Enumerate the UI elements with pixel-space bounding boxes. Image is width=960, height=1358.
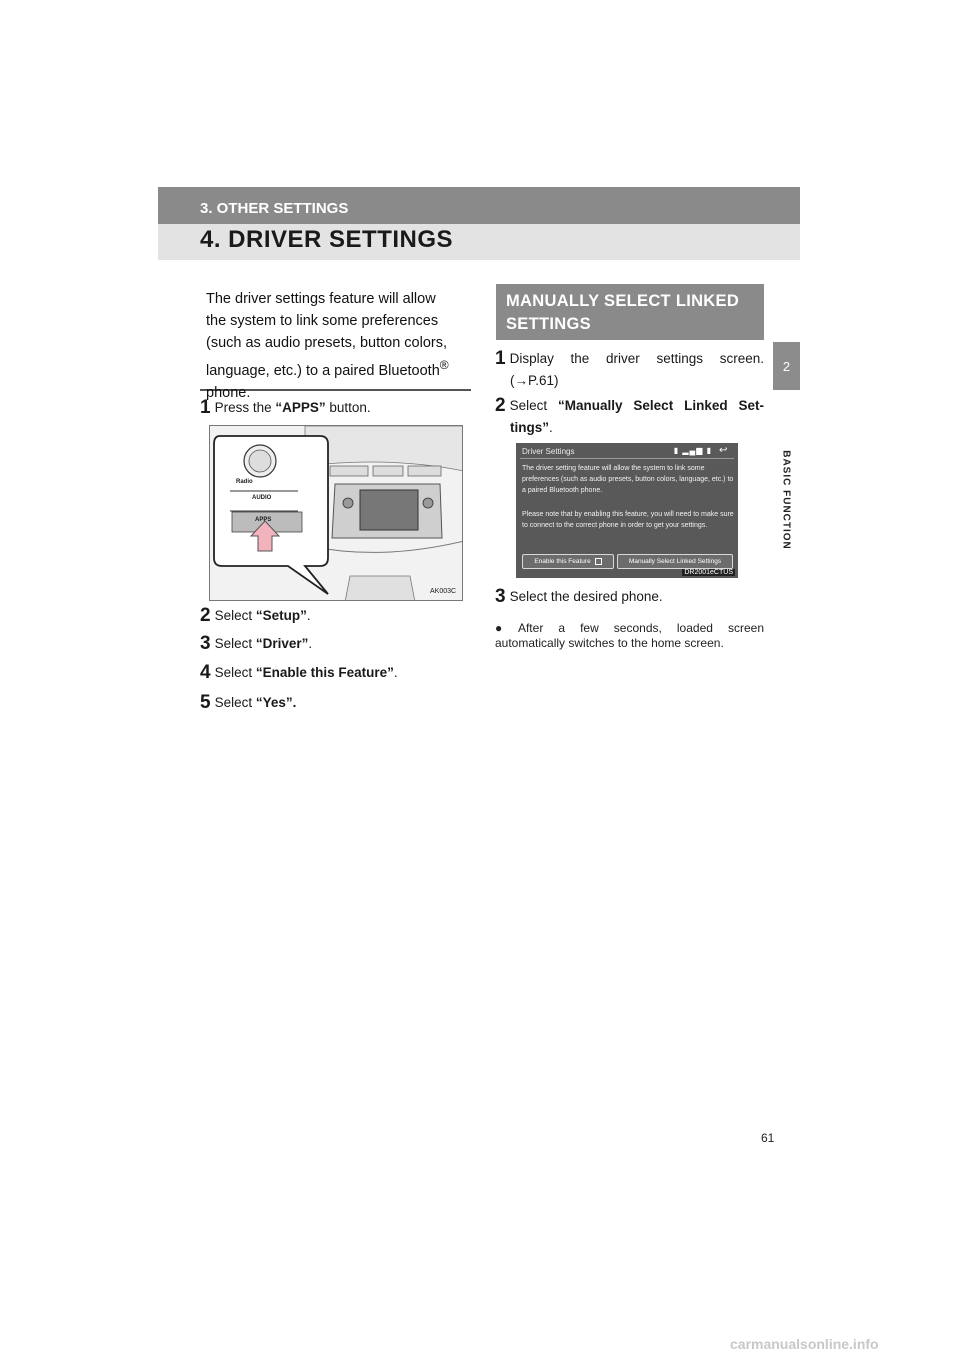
chapter-label: BASIC FUNCTION	[780, 450, 792, 550]
manual-step-2-cont: tings”.	[510, 420, 553, 435]
screen-divider	[520, 458, 734, 459]
manual-step-1: 1 Display the driver settings screen.	[495, 348, 764, 369]
watermark[interactable]: carmanualsonline.info	[730, 1336, 879, 1352]
figure-code: DR2001eCTUS	[684, 569, 733, 576]
dashboard-illustration	[210, 426, 463, 601]
figure-code: AK003C	[430, 588, 457, 595]
manual-step-3: 3 Select the desired phone.	[495, 586, 663, 607]
driver-settings-screen-figure	[516, 443, 738, 578]
intro-line: language, etc.) to a paired Bluetooth®	[206, 358, 449, 379]
manual-step-1-ref: (→P.61)	[510, 373, 559, 388]
signal-icon: ▮ ▂▄▆ ▮	[673, 446, 712, 455]
registered-mark: ®	[439, 358, 449, 372]
screen-paragraph-1: The driver setting feature will allow the system to link some preferences (such as audio presets, button colors, language, etc.) to a paired Bluetooth phone.	[522, 465, 734, 494]
manual-section-heading: MANUALLY SELECT LINKED SETTINGS	[496, 284, 764, 340]
manual-step-2: 2 Select “Manually Select Linked Set-	[495, 395, 764, 416]
chapter-tab: 2	[773, 342, 800, 390]
intro-line: the system to link some preferences	[206, 313, 439, 329]
intro-line: The driver settings feature will allow	[206, 291, 436, 307]
apps-label: APPS	[255, 517, 272, 523]
radio-label: Radio	[236, 479, 253, 485]
audio-label: AUDIO	[252, 495, 272, 501]
step-4: 4 Select “Enable this Feature”.	[200, 662, 398, 683]
step-2: 2 Select “Setup”.	[200, 605, 311, 626]
bullet-icon: ●	[495, 621, 514, 635]
screen-title: Driver Settings	[522, 447, 575, 456]
screen-paragraph-2: Please note that by enabling this feature, you will need to make sure to connect to the correct phone in order to get your settings.	[522, 511, 734, 529]
intro-line: phone.	[206, 384, 251, 401]
section-label: 3. OTHER SETTINGS	[200, 200, 349, 217]
step-1: 1 Press the “APPS” button.	[200, 397, 371, 418]
intro-line: (such as audio presets, button colors,	[206, 335, 447, 351]
page-number: 61	[761, 1131, 775, 1145]
dashboard-figure	[209, 425, 463, 601]
intro-box	[200, 284, 471, 401]
manually-select-linked-settings-button[interactable]: Manually Select Linked Settings	[617, 554, 733, 569]
enable-feature-button[interactable]: Enable this Feature	[522, 554, 614, 569]
back-icon[interactable]: ↩	[719, 445, 728, 456]
step-3: 3 Select “Driver”.	[200, 633, 313, 654]
note-bullet: ● After a few seconds, loaded screen automatically switches to the home screen.	[495, 621, 764, 650]
step-5: 5 Select “Yes”.	[200, 692, 297, 713]
checkbox-icon	[595, 558, 602, 565]
page-title: 4. DRIVER SETTINGS	[200, 226, 454, 253]
